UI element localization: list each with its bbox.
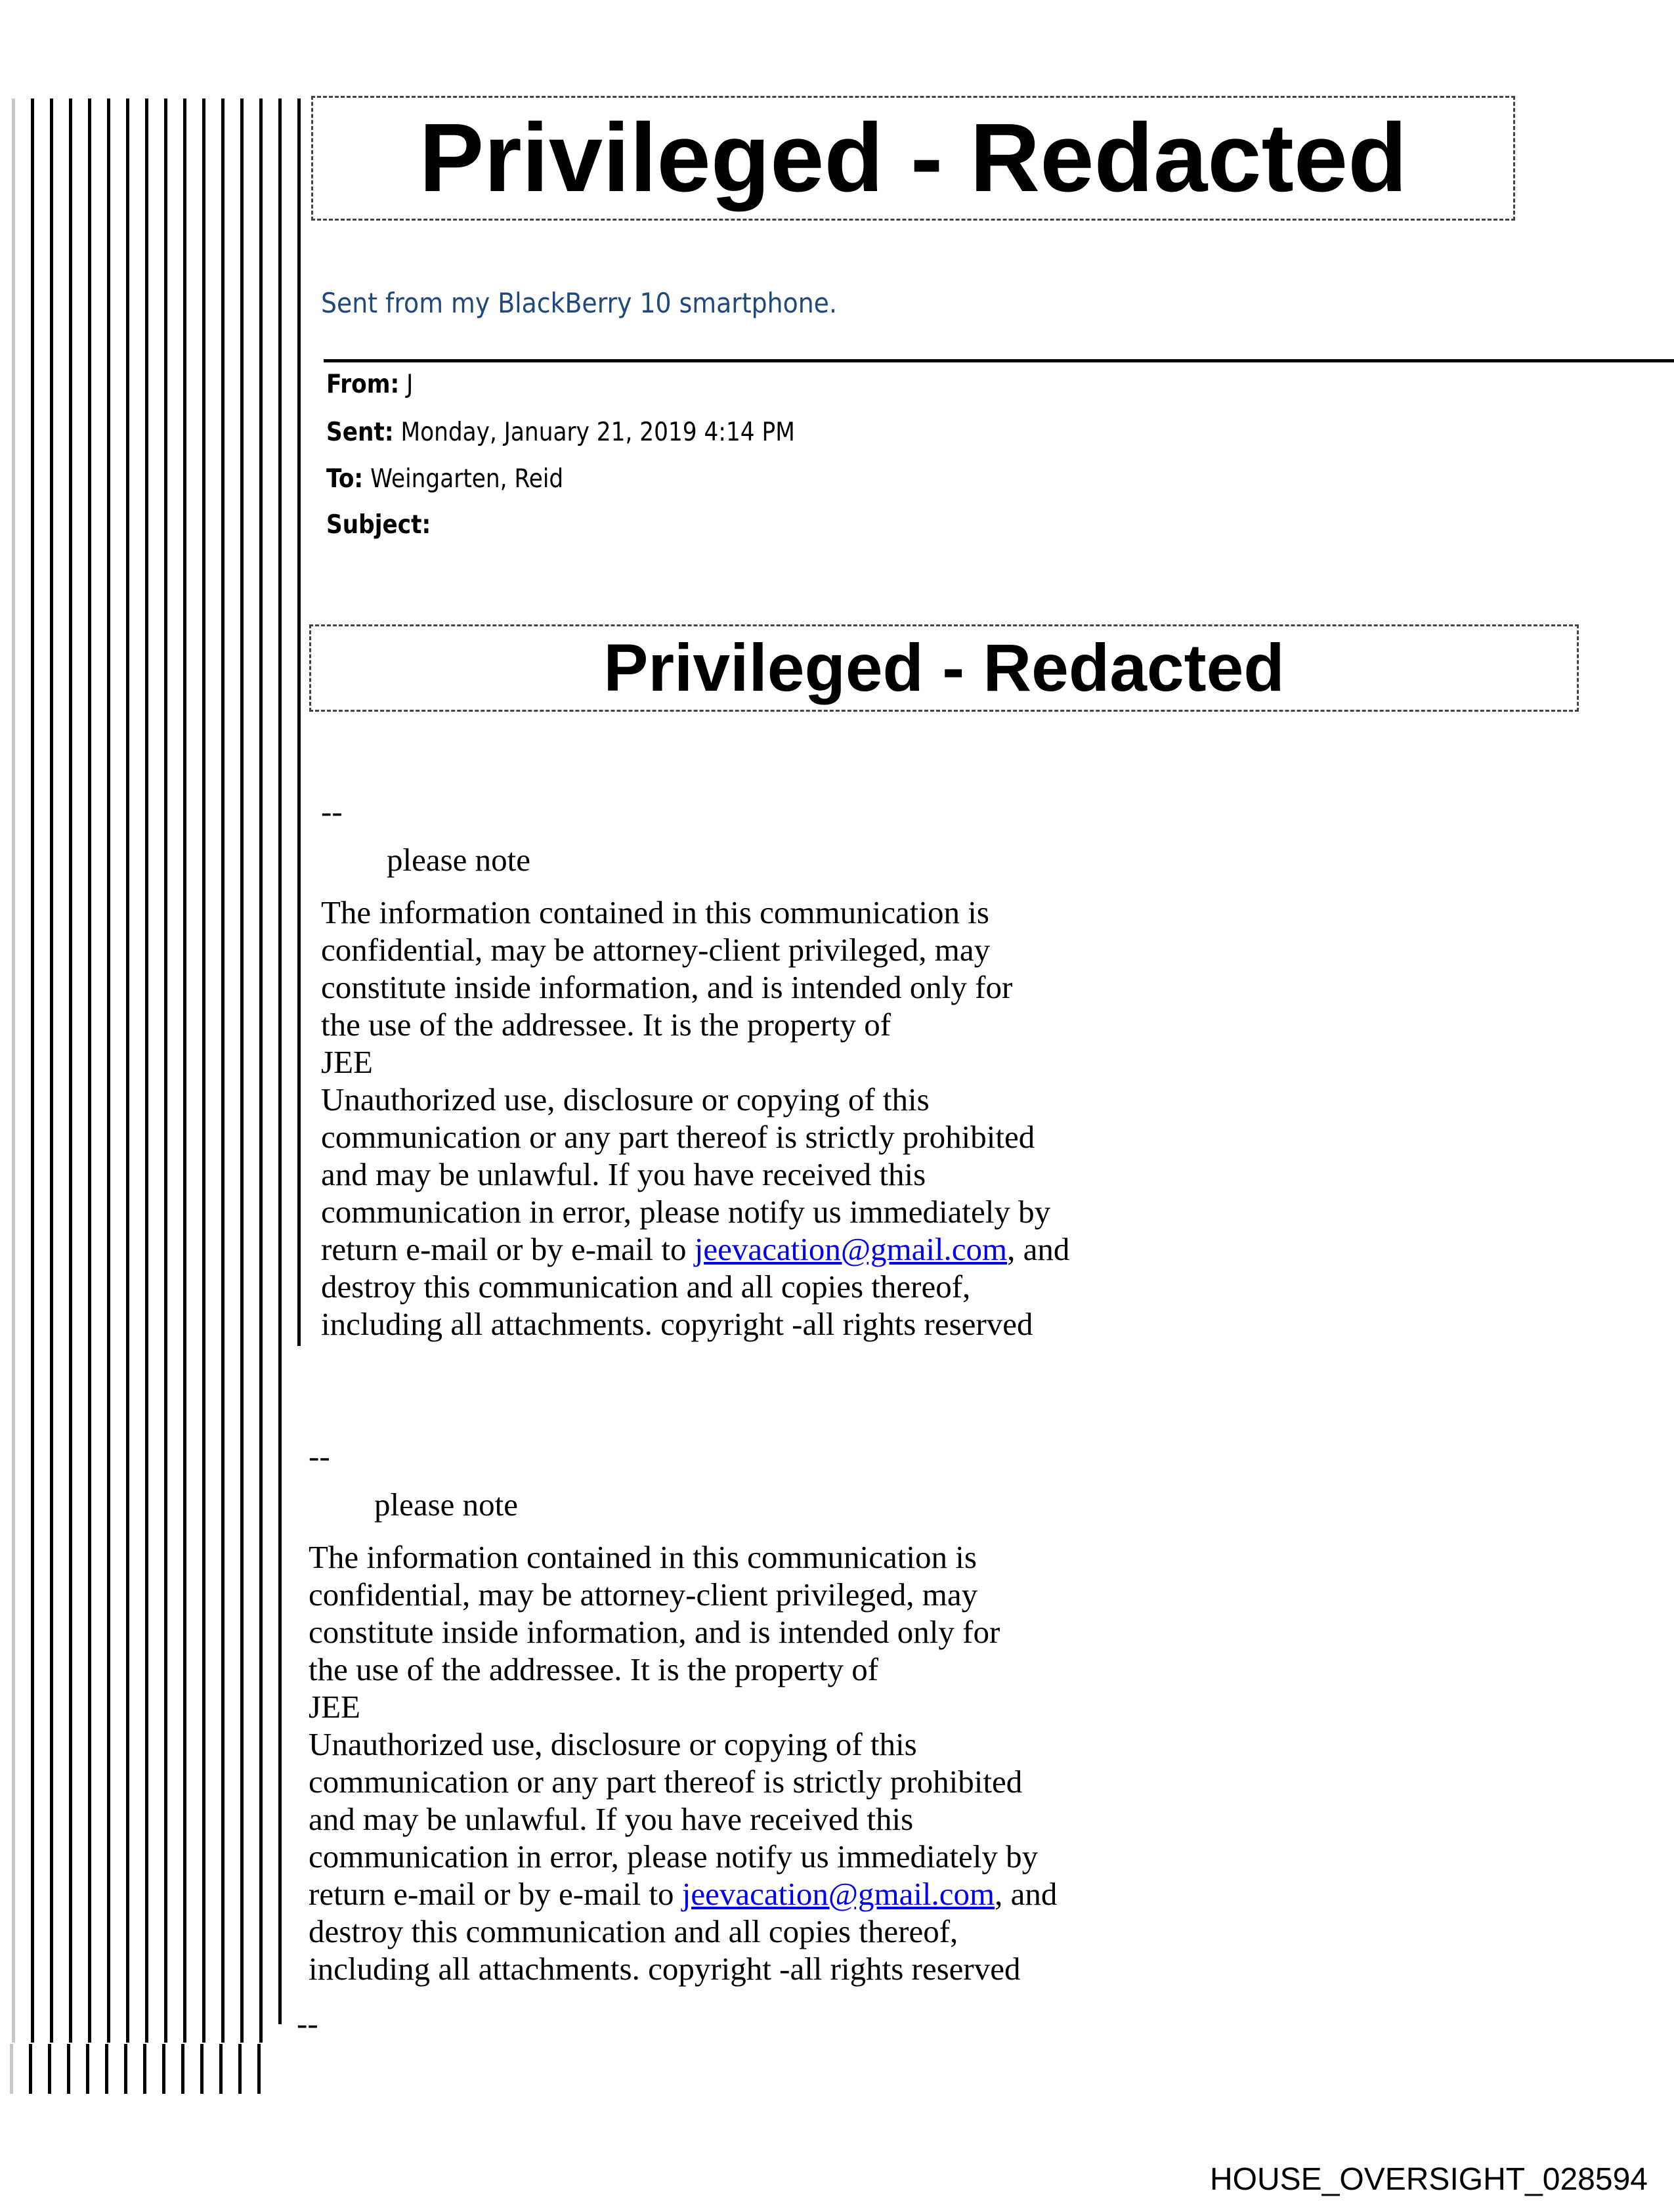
to-row: To: Weingarten, Reid: [326, 464, 564, 494]
quote-bar: [86, 2044, 89, 2094]
disclaimer-line: the use of the addressee. It is the property of: [321, 1007, 891, 1043]
quote-bar: [143, 2044, 146, 2094]
final-separator: --: [297, 2005, 318, 2041]
disclaimer-block-2: [309, 1437, 1057, 1987]
disclaimer-text: [309, 1538, 1057, 1987]
disclaimer-line: constitute inside information, and is intended only for: [321, 969, 1013, 1005]
subject-row: Subject:: [326, 510, 431, 540]
disclaimer-line: constitute inside information, and is intended only for: [309, 1614, 1000, 1650]
quote-bar: [200, 2044, 204, 2094]
sent-value: Monday, January 21, 2019 4:14 PM: [400, 418, 795, 447]
disclaimer-line: and may be unlawful. If you have received this: [309, 1801, 914, 1837]
disclaimer-line: JEE: [309, 1689, 360, 1725]
quote-bar: [183, 98, 186, 2043]
header-divider: [324, 359, 1674, 362]
please-note: please note: [374, 1486, 519, 1523]
quote-bar: [88, 98, 91, 2043]
disclaimer-line: Unauthorized use, disclosure or copying of this: [321, 1081, 930, 1117]
disclaimer-line: communication or any part thereof is strictly prohibited: [309, 1764, 1023, 1800]
quote-bar: [29, 2044, 32, 2094]
redaction-box-top: [311, 96, 1515, 221]
sent-row: Sent: Monday, January 21, 2019 4:14 PM: [326, 418, 795, 447]
quote-bar: [48, 2044, 51, 2094]
redaction-label: Privileged - Redacted: [419, 104, 1407, 212]
quote-bar: [145, 98, 148, 2043]
quote-bar: [31, 98, 34, 2043]
disclaimer-block-1: [321, 792, 1069, 1343]
quote-bar: [107, 98, 110, 2043]
quote-bar: [105, 2044, 108, 2094]
quote-bar: [67, 2044, 70, 2094]
quote-bar: [259, 98, 263, 2043]
please-note: please note: [387, 842, 531, 878]
quote-bar: [126, 98, 129, 2043]
quote-bar: [240, 98, 244, 2043]
email-link[interactable]: jeevacation@gmail.com: [681, 1876, 995, 1912]
quote-bar: [10, 2044, 13, 2094]
to-value: Weingarten, Reid: [370, 464, 564, 494]
signature: Sent from my BlackBerry 10 smartphone.: [321, 287, 837, 319]
separator: --: [321, 793, 343, 829]
disclaimer-line: communication in error, please notify us immediately by: [309, 1838, 1039, 1875]
disclaimer-line: communication or any part thereof is strictly prohibited: [321, 1119, 1035, 1155]
disclaimer-line: the use of the addressee. It is the property of: [309, 1651, 879, 1687]
disclaimer-line: including all attachments. copyright -all rights reserved: [321, 1306, 1033, 1342]
quote-bar: [69, 98, 72, 2043]
disclaimer-line: destroy this communication and all copies thereof,: [321, 1269, 971, 1305]
disclaimer-line: and may be unlawful. If you have received this: [321, 1156, 926, 1192]
redaction-box-body: [309, 624, 1579, 712]
bates-number: HOUSE_OVERSIGHT_028594: [1210, 2162, 1648, 2197]
disclaimer-line: confidential, may be attorney-client privileged, may: [321, 932, 991, 968]
email-link[interactable]: jeevacation@gmail.com: [694, 1231, 1008, 1267]
disclaimer-line: destroy this communication and all copies thereof,: [309, 1913, 958, 1949]
quote-bar: [221, 98, 225, 2043]
disclaimer-line: Unauthorized use, disclosure or copying of this: [309, 1726, 917, 1762]
quote-bar: [202, 98, 205, 2043]
disclaimer-line: communication in error, please notify us immediately by: [321, 1194, 1051, 1230]
quote-bar: [297, 98, 301, 1346]
disclaimer-line: The information contained in this communication is: [309, 1539, 977, 1575]
quote-bar: [12, 98, 15, 2043]
quote-bar: [238, 2044, 242, 2094]
disclaimer-line: confidential, may be attorney-client privileged, may: [309, 1576, 978, 1613]
separator: --: [309, 1438, 330, 1474]
from-row: From: J: [326, 370, 414, 399]
quote-bar: [278, 98, 282, 2024]
quote-bar: [181, 2044, 184, 2094]
redaction-label: Privileged - Redacted: [603, 630, 1285, 705]
quote-bar: [50, 98, 53, 2043]
disclaimer-text: [321, 894, 1069, 1343]
quote-bar: [219, 2044, 223, 2094]
disclaimer-line: including all attachments. copyright -all rights reserved: [309, 1951, 1021, 1987]
from-value: J: [406, 370, 414, 399]
disclaimer-line: return e-mail or by e-mail to jeevacation@gmail.com, and: [321, 1231, 1070, 1267]
quote-bar: [162, 2044, 165, 2094]
quote-bar: [257, 2044, 261, 2094]
quote-bar: [164, 98, 167, 2043]
disclaimer-line: return e-mail or by e-mail to jeevacation@gmail.com, and: [309, 1876, 1058, 1912]
quote-bar: [124, 2044, 127, 2094]
disclaimer-line: JEE: [321, 1044, 373, 1080]
disclaimer-line: The information contained in this communication is: [321, 894, 989, 930]
